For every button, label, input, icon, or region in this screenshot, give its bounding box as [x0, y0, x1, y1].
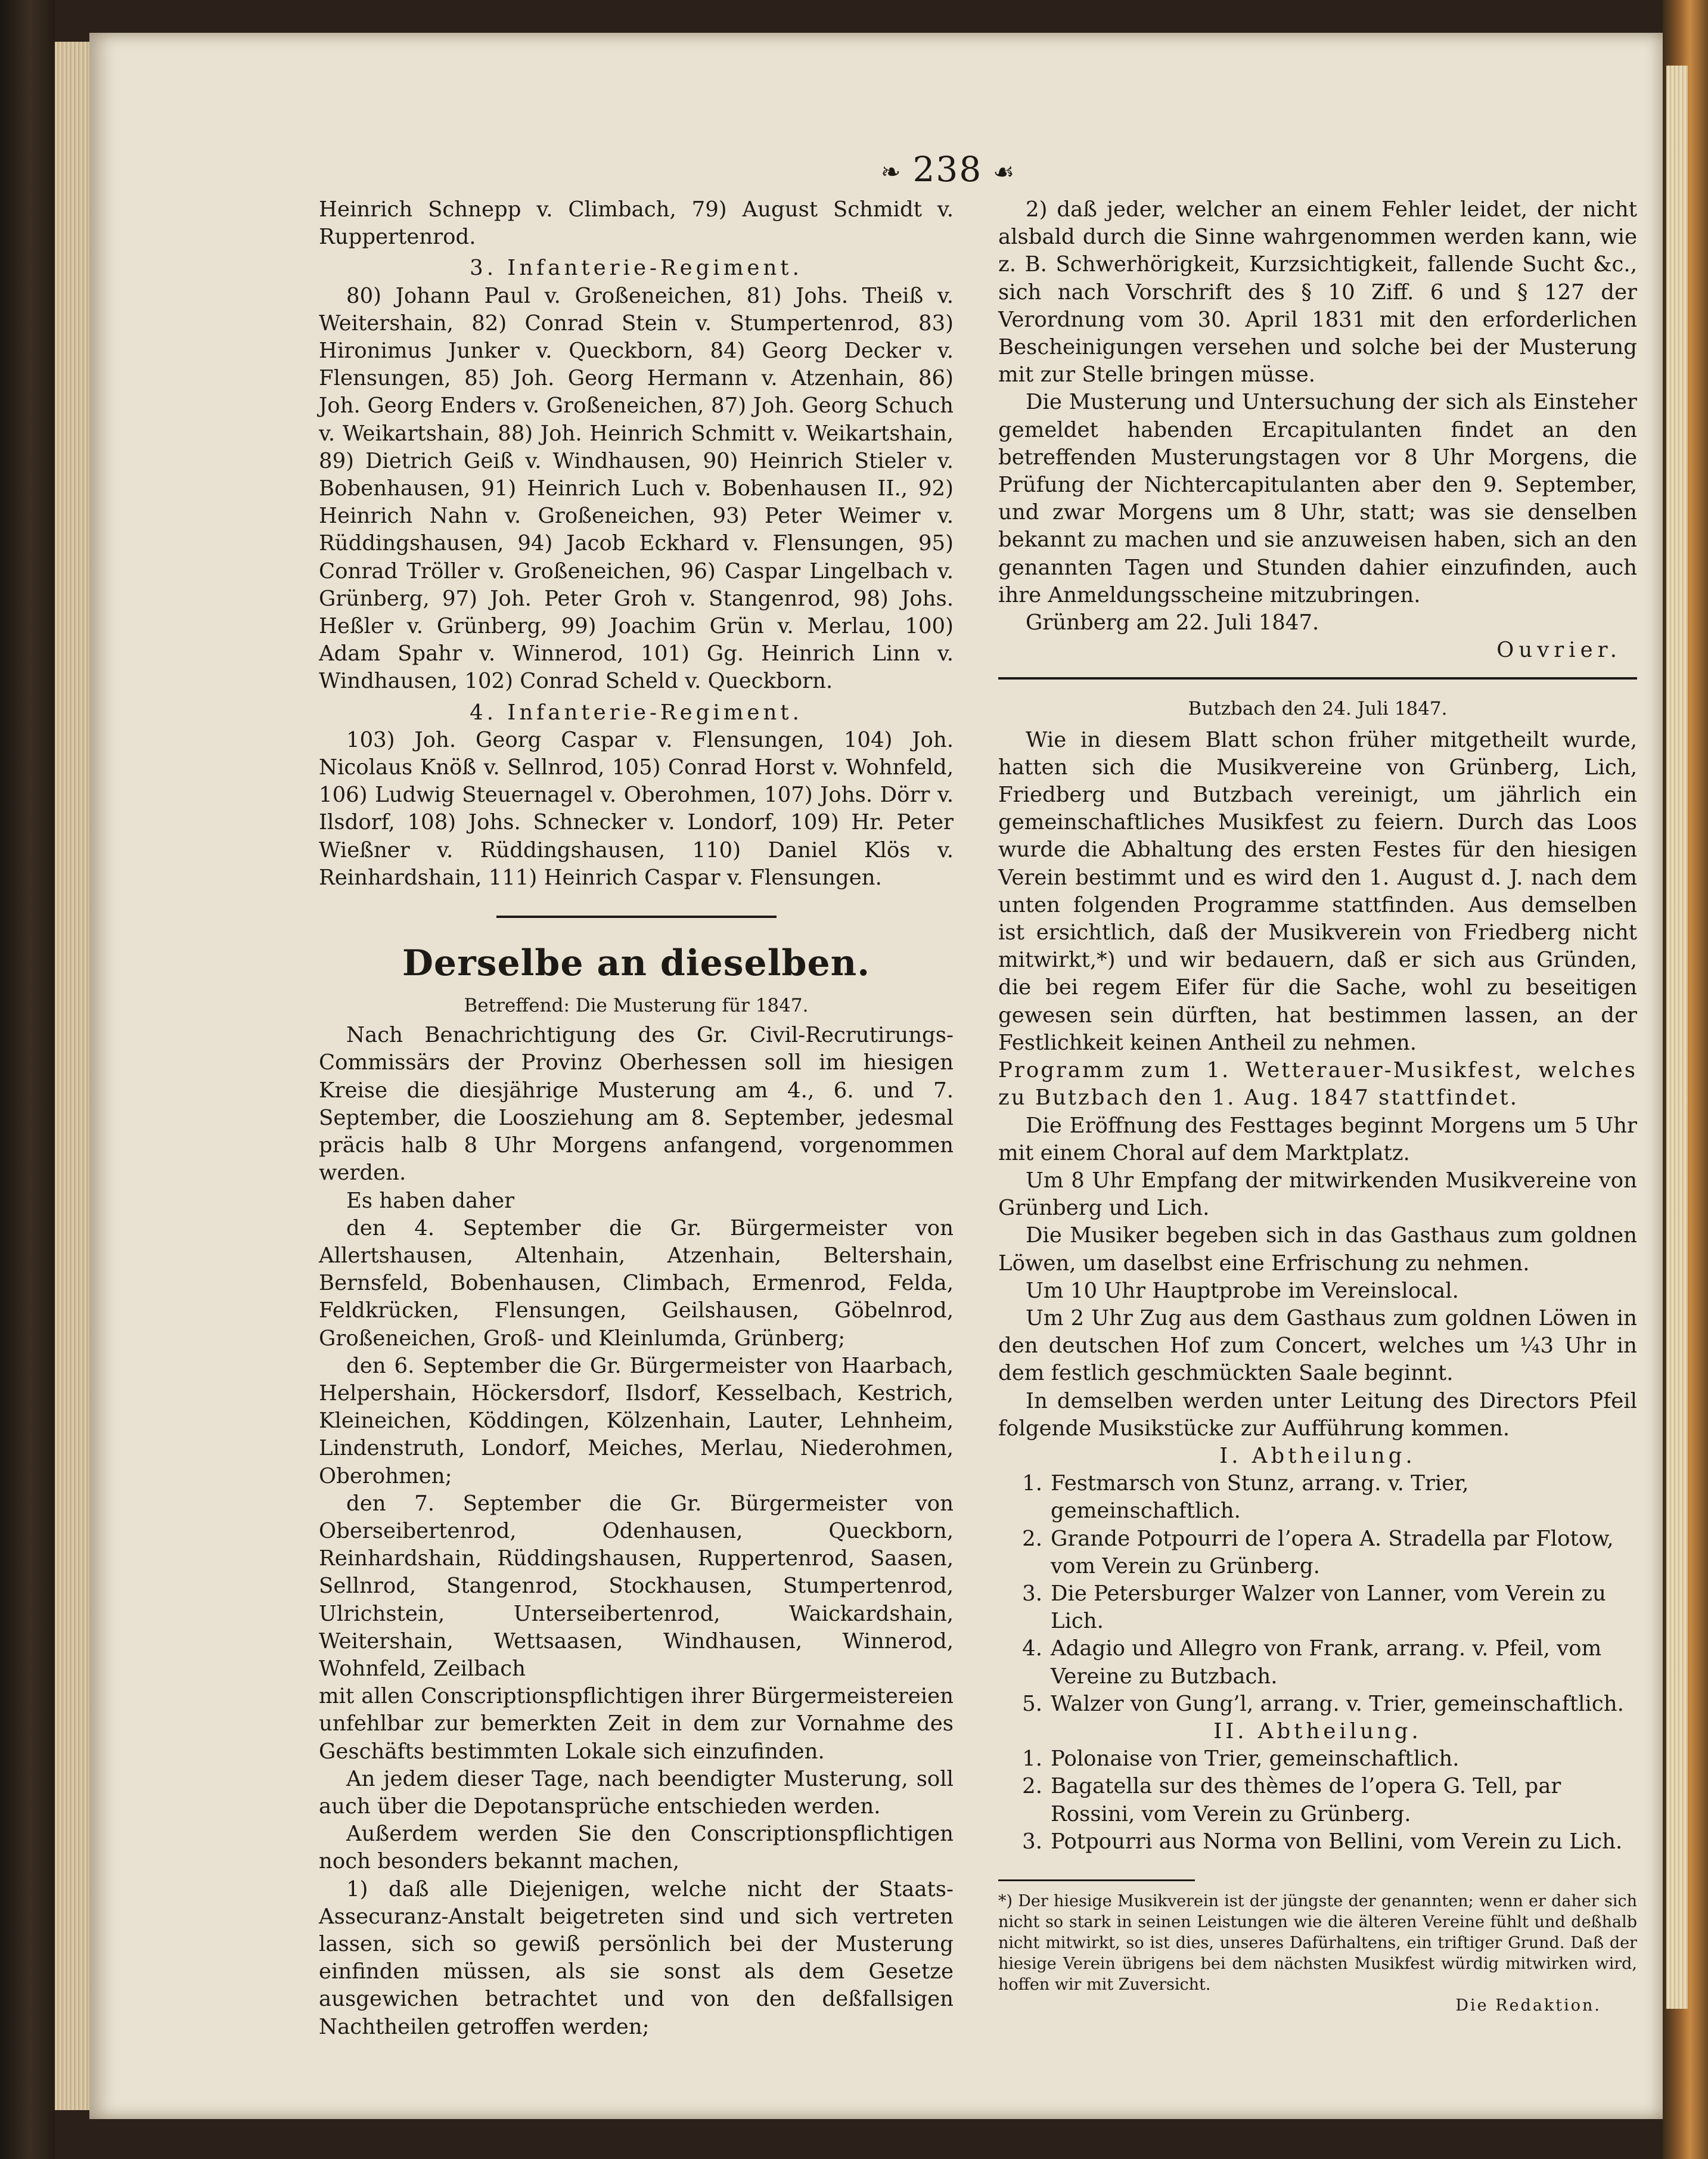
paragraph: Nach Benachrichtigung des Gr. Civil-Recrutirungs-Commissärs der Provinz Oberhessen soll im hiesigen Kreise die diesjährige Musterung am 4., 6. und 7. September, die Loosziehung am 8. September, jedesmal präcis halb 8 Uhr Morgens anfangend, vorgenommen werden. — [319, 1023, 954, 1186]
section-heading: I. Abtheilung. — [1219, 1443, 1416, 1468]
right-column — [998, 196, 1637, 2016]
section-heading: II. Abtheilung. — [1213, 1718, 1422, 1744]
section-heading: 3. Infanterie-Regiment. — [470, 256, 803, 281]
dateline-gruenberg: Grünberg am 22. Juli 1847. — [1026, 610, 1319, 635]
signature: Ouvrier. — [1496, 638, 1622, 663]
paragraph: Die Eröffnung des Festtages beginnt Morgens um 5 Uhr mit einem Choral auf dem Marktplatz. — [998, 1113, 1637, 1165]
ornament-right-icon: ☙ — [993, 158, 1016, 186]
page-edges-right — [1666, 66, 1688, 2009]
ornament-left-icon: ❧ — [881, 158, 902, 186]
list-item: 1. Polonaise von Trier, gemeinschaftlich. — [1022, 1747, 1459, 1772]
paragraph: Um 10 Uhr Hauptprobe im Vereinslocal. — [1026, 1278, 1459, 1303]
paragraph: mit allen Conscriptionspflichtigen ihrer Bürgermeistereien unfehlbar zur bemerkten Zeit in dem zur Vornahme des Geschäfts bestimmten Lokale sich einzufinden. — [319, 1684, 954, 1764]
paragraph: den 7. September die Gr. Bürgermeister von Oberseibertenrod, Odenhausen, Queckborn, Reinhardshain, Rüddingshausen, Ruppertenrod, Saasen, Sellnrod, Stangenrod, Stockhausen, Stumpertenrod, Ulrichstein, Unterseibertenrod, Waickardshain, Weitershain, Wettsaasen, Windhausen, Winnerod, Wohnfeld, Zeilbach — [319, 1491, 954, 1681]
page-edges-left — [55, 42, 89, 2110]
article-subject: Betreffend: Die Musterung für 1847. — [464, 995, 809, 1017]
paragraph: Die Musiker begeben sich in das Gasthaus zum goldnen Löwen, um daselbst eine Erfrischung zu nehmen. — [998, 1223, 1637, 1276]
article-title: Derselbe an dieselben. — [402, 942, 871, 985]
paragraph: An jedem dieser Tage, nach beendigter Musterung, soll auch über die Depotansprüche entschieden werden. — [319, 1766, 954, 1819]
left-column — [319, 196, 954, 2041]
paragraph: 80) Johann Paul v. Großeneichen, 81) Johs. Theiß v. Weitershain, 82) Conrad Stein v. Stumpertenrod, 83) Hironimus Junker v. Queckborn, 84) Georg Decker v. Flensungen, 85) Joh. Georg Hermann v. Atzenhain, 86) Joh. Georg Enders v. Großeneichen, 87) Joh. Georg Schuch v. Weikartshain, 88) Joh. Heinrich Schmitt v. Weikartshain, 89) Dietrich Geiß v. Windhausen, 90) Heinrich Stieler v. Bobenhausen, 91) Heinrich Luch v. Bobenhausen II., 92) Heinrich Nahn v. Großeneichen, 93) Peter Weimer v. Rüddingshausen, 94) Jacob Eckhard v. Flensungen, 95) Conrad Tröller v. Großeneichen, 96) Caspar Lingelbach v. Grünberg, 97) Joh. Peter Groh v. Stangenrod, 98) Johs. Heßler v. Grünberg, 99) Joachim Grün v. Merlau, 100) Adam Spahr v. Winnerod, 101) Gg. Heinrich Linn v. Windhausen, 102) Conrad Scheld v. Queckborn. — [319, 283, 954, 694]
paragraph: Die Musterung und Untersuchung der sich als Einsteher gemeldet habenden Ercapitulanten findet an den betreffenden Musterungstagen vor 8 Uhr Morgens, die Prüfung der Nichtercapitulanten aber den 9. September, und zwar Morgens um 8 Uhr, statt; was sie denselben bekannt zu machen und sie anzuweisen haben, sich an den genannten Tagen und Stunden dahier einzufinden, auch ihre Anmeldungsscheine mitzubringen. — [998, 390, 1637, 607]
paragraph: Außerdem werden Sie den Conscriptionspflichtigen noch besonders bekannt machen, — [319, 1822, 954, 1874]
paragraph: 2) daß jeder, welcher an einem Fehler leidet, der nicht alsbald durch die Sinne wahrgenommen werden kann, wie z. B. Schwerhörigkeit, Kurzsichtigkeit, fallende Sucht &c., sich nach Vorschrift des § 10 Ziff. 6 und § 127 der Verordnung vom 30. April 1831 mit den erforderlichen Bescheinigungen versehen und solche bei der Musterung mit zur Stelle bringen müsse. — [998, 197, 1637, 387]
programme-title: Programm zum 1. Wetterauer-Musikfest, welches zu Butzbach den 1. Aug. 1847 stattfindet. — [998, 1058, 1637, 1110]
paragraph: Heinrich Schnepp v. Climbach, 79) August Schmidt v. Ruppertenrod. — [319, 197, 954, 250]
list-item: 2. Bagatella sur des thèmes de l’opera G. Tell, par Rossini, vom Verein zu Grünberg. — [1022, 1774, 1561, 1826]
section-heading: 4. Infanterie-Regiment. — [470, 700, 803, 725]
book-binding-left — [0, 0, 55, 2159]
page-number-text: 238 — [912, 149, 983, 190]
paragraph: den 6. September die Gr. Bürgermeister von Haarbach, Helpershain, Höckersdorf, Ilsdorf, Kesselbach, Kestrich, Kleineichen, Köddingen, Kölzenhain, Lauter, Lehnheim, Lindenstruth, Londorf, Meiches, Merlau, Niederohmen, Oberohmen; — [319, 1353, 954, 1488]
paragraph: Um 8 Uhr Empfang der mitwirkenden Musikvereine von Grünberg und Lich. — [998, 1168, 1637, 1221]
list-item: 3. Potpourri aus Norma von Bellini, vom Verein zu Lich. — [1022, 1829, 1623, 1854]
paragraph: In demselben werden unter Leitung des Directors Pfeil folgende Musikstücke zur Aufführung kommen. — [998, 1388, 1637, 1441]
page-number — [870, 149, 1026, 190]
paragraph: Es haben daher — [346, 1188, 515, 1213]
footnote-signature: Die Redaktion. — [1455, 1996, 1601, 2015]
paragraph: 1) daß alle Diejenigen, welche nicht der Staats-Assecuranz-Anstalt beigetreten sind und sich vertreten lassen, sich so gewiß persönlich bei der Musterung einfinden müssen, als sie sonst als dem Gesetze ausgewichen betrachtet und von den deßfallsigen Nachtheilen getroffen werden; — [319, 1876, 954, 2039]
list-item: 3. Die Petersburger Walzer von Lanner, vom Verein zu Lich. — [1022, 1581, 1606, 1634]
footnote-divider — [998, 1879, 1195, 1881]
divider — [998, 677, 1637, 680]
programme-list-2 — [998, 1745, 1637, 1856]
list-item: 2. Grande Potpourri de l’opera A. Stradella par Flotow, vom Verein zu Grünberg. — [1022, 1526, 1614, 1578]
list-item: 5. Walzer von Gung’l, arrang. v. Trier, gemeinschaftlich. — [1022, 1691, 1624, 1716]
dateline-butzbach: Butzbach den 24. Juli 1847. — [1188, 698, 1448, 720]
programme-list-1 — [998, 1470, 1637, 1718]
footnote: *) Der hiesige Musikverein ist der jüngste der genannten; wenn er daher sich nicht so stark in seinen Leistungen wie die älteren Vereine fühlt und deßhalb nicht mitwirkt, so ist dies, unseres Dafürhaltens, ein triftiger Grund. Daß der hiesige Verein übrigens bei dem nächsten Musikfest würdig mitwirken wird, hoffen wir mit Zuversicht. — [998, 1891, 1637, 1994]
paragraph: Um 2 Uhr Zug aus dem Gasthaus zum goldnen Löwen in den deutschen Hof zum Concert, welches um ¼3 Uhr in dem festlich geschmückten Saale beginnt. — [998, 1305, 1637, 1386]
paragraph: den 4. September die Gr. Bürgermeister von Allertshausen, Altenhain, Atzenhain, Beltershain, Bernsfeld, Bobenhausen, Climbach, Ermenrod, Felda, Feldkrücken, Flensungen, Geilshausen, Göbelnrod, Großeneichen, Groß- und Kleinlumda, Grünberg; — [319, 1215, 954, 1351]
list-item: 4. Adagio und Allegro von Frank, arrang. v. Pfeil, vom Vereine zu Butzbach. — [1022, 1636, 1602, 1689]
divider — [496, 916, 777, 918]
list-item: 1. Festmarsch von Stunz, arrang. v. Trier, gemeinschaftlich. — [1022, 1471, 1469, 1524]
paragraph: 103) Joh. Georg Caspar v. Flensungen, 104) Joh. Nicolaus Knöß v. Sellnrod, 105) Conrad Horst v. Wohnfeld, 106) Ludwig Steuernagel v. Oberohmen, 107) Johs. Dörr v. Ilsdorf, 108) Johs. Schnecker v. Londorf, 109) Hr. Peter Wießner v. Rüddingshausen, 110) Daniel Klös v. Reinhardshain, 111) Heinrich Caspar v. Flensungen. — [319, 727, 954, 890]
paragraph: Wie in diesem Blatt schon früher mitgetheilt wurde, hatten sich die Musikvereine von Grünberg, Lich, Friedberg und Butzbach vereinigt, um jährlich ein gemeinschaftliches Musikfest zu feiern. Durch das Loos wurde die Abhaltung des ersten Festes für den hiesigen Verein bestimmt und es wird den 1. August d. J. nach dem unten folgenden Programme stattfinden. Aus demselben ist ersichtlich, daß der Musikverein von Friedberg nicht mitwirkt,*) und wir bedauern, daß er sich aus Gründen, die bei regem Eifer für die Sache, wohl zu beseitigen gewesen sein dürften, hat bestimmen lassen, an der Festlichkeit keinen Antheil zu nehmen. — [998, 727, 1637, 1055]
